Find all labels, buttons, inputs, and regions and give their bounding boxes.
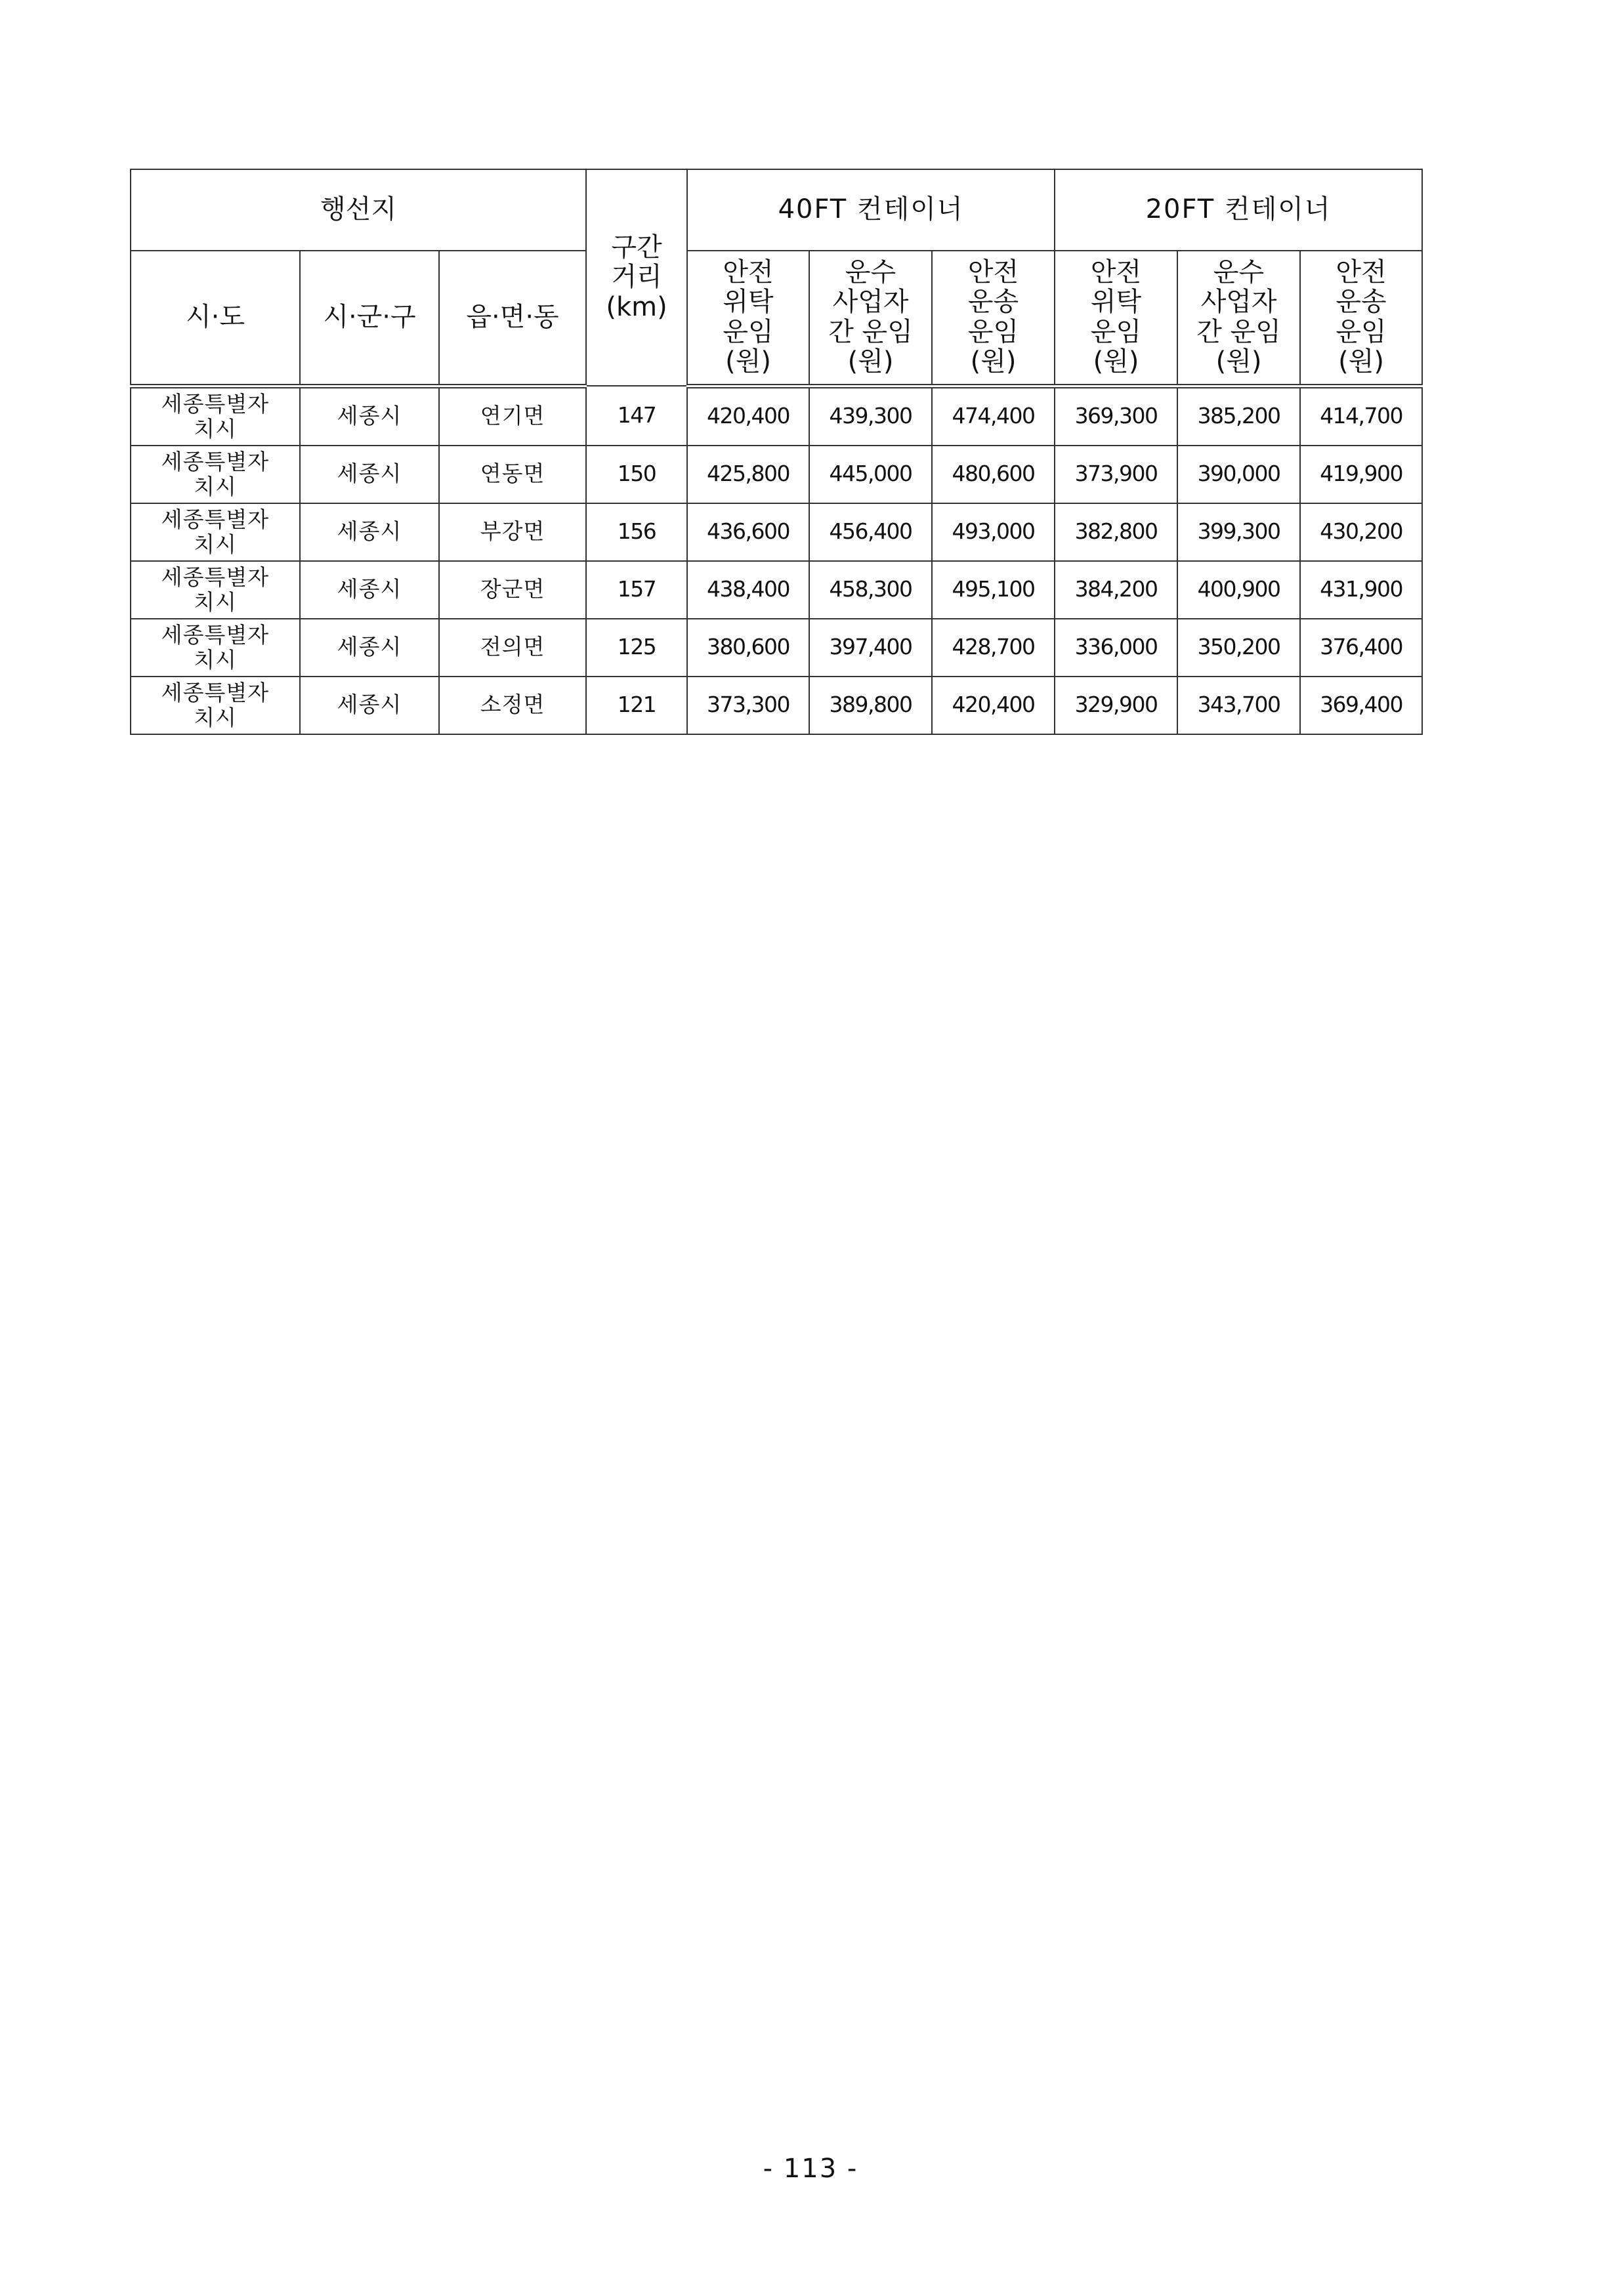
container-40ft-header: 40FT 컨테이너 [687, 169, 1055, 251]
page-number: - 113 - [763, 2154, 858, 2184]
40ft-safe-transport-rate-cell: 420,400 [932, 677, 1055, 734]
distance-cell: 150 [586, 446, 687, 503]
sido-cell: 세종특별자 치시 [131, 386, 300, 446]
20ft-safe-consign-rate-cell: 329,900 [1055, 677, 1177, 734]
40ft-carrier-rate-cell: 397,400 [809, 619, 932, 677]
sigungu-cell: 세종시 [300, 446, 439, 503]
40ft-safe-consign-rate-cell: 380,600 [687, 619, 809, 677]
table-row [131, 561, 1422, 619]
sido-cell: 세종특별자 치시 [131, 619, 300, 677]
20ft-safe-consign-rate-header: 안전 위탁 운임 (원) [1055, 251, 1177, 386]
table-row [131, 446, 1422, 503]
table-row [131, 386, 1422, 446]
eupmyeondong-cell: 연기면 [439, 386, 586, 446]
20ft-safe-transport-rate-cell: 414,700 [1300, 386, 1422, 446]
sido-cell: 세종특별자 치시 [131, 561, 300, 619]
sido-cell: 세종특별자 치시 [131, 677, 300, 734]
eupmyeondong-header: 읍·면·동 [439, 251, 586, 386]
distance-cell: 147 [586, 386, 687, 446]
20ft-safe-transport-rate-cell: 376,400 [1300, 619, 1422, 677]
20ft-safe-transport-rate-cell: 431,900 [1300, 561, 1422, 619]
40ft-safe-transport-rate-cell: 428,700 [932, 619, 1055, 677]
40ft-safe-transport-rate-cell: 474,400 [932, 386, 1055, 446]
sido-cell: 세종특별자 치시 [131, 446, 300, 503]
40ft-carrier-rate-cell: 439,300 [809, 386, 932, 446]
40ft-safe-consign-rate-cell: 436,600 [687, 503, 809, 561]
eupmyeondong-cell: 소정면 [439, 677, 586, 734]
20ft-safe-consign-rate-cell: 336,000 [1055, 619, 1177, 677]
20ft-carrier-rate-cell: 350,200 [1177, 619, 1300, 677]
sigungu-cell: 세종시 [300, 619, 439, 677]
40ft-carrier-rate-cell: 389,800 [809, 677, 932, 734]
20ft-safe-consign-rate-cell: 384,200 [1055, 561, 1177, 619]
sigungu-cell: 세종시 [300, 386, 439, 446]
40ft-safe-transport-rate-cell: 480,600 [932, 446, 1055, 503]
freight-rate-table [130, 169, 1423, 735]
40ft-carrier-rate-header: 운수 사업자 간 운임 (원) [809, 251, 932, 386]
sido-header: 시·도 [131, 251, 300, 386]
table-row [131, 503, 1422, 561]
sigungu-cell: 세종시 [300, 677, 439, 734]
40ft-carrier-rate-cell: 456,400 [809, 503, 932, 561]
header-row-2 [131, 251, 1422, 386]
eupmyeondong-cell: 전의면 [439, 619, 586, 677]
20ft-safe-consign-rate-cell: 369,300 [1055, 386, 1177, 446]
distance-cell: 125 [586, 619, 687, 677]
eupmyeondong-cell: 장군면 [439, 561, 586, 619]
container-20ft-header: 20FT 컨테이너 [1055, 169, 1422, 251]
20ft-safe-transport-rate-header: 안전 운송 운임 (원) [1300, 251, 1422, 386]
table-row [131, 619, 1422, 677]
20ft-safe-transport-rate-cell: 419,900 [1300, 446, 1422, 503]
20ft-safe-transport-rate-cell: 430,200 [1300, 503, 1422, 561]
20ft-carrier-rate-cell: 343,700 [1177, 677, 1300, 734]
table-body [131, 386, 1422, 734]
destination-header: 행선지 [131, 169, 586, 251]
40ft-safe-consign-rate-cell: 373,300 [687, 677, 809, 734]
distance-cell: 121 [586, 677, 687, 734]
distance-cell: 156 [586, 503, 687, 561]
table-row [131, 677, 1422, 734]
sigungu-cell: 세종시 [300, 503, 439, 561]
40ft-carrier-rate-cell: 458,300 [809, 561, 932, 619]
eupmyeondong-cell: 연동면 [439, 446, 586, 503]
40ft-safe-consign-rate-cell: 425,800 [687, 446, 809, 503]
40ft-safe-transport-rate-cell: 495,100 [932, 561, 1055, 619]
20ft-safe-consign-rate-cell: 373,900 [1055, 446, 1177, 503]
20ft-carrier-rate-cell: 400,900 [1177, 561, 1300, 619]
header-row-1 [131, 169, 1422, 251]
sigungu-header: 시·군·구 [300, 251, 439, 386]
40ft-safe-transport-rate-cell: 493,000 [932, 503, 1055, 561]
20ft-carrier-rate-header: 운수 사업자 간 운임 (원) [1177, 251, 1300, 386]
distance-cell: 157 [586, 561, 687, 619]
20ft-safe-transport-rate-cell: 369,400 [1300, 677, 1422, 734]
40ft-carrier-rate-cell: 445,000 [809, 446, 932, 503]
20ft-carrier-rate-cell: 399,300 [1177, 503, 1300, 561]
eupmyeondong-cell: 부강면 [439, 503, 586, 561]
distance-header: 구간 거리 (km) [586, 169, 687, 386]
40ft-safe-consign-rate-cell: 420,400 [687, 386, 809, 446]
20ft-carrier-rate-cell: 385,200 [1177, 386, 1300, 446]
40ft-safe-consign-rate-header: 안전 위탁 운임 (원) [687, 251, 809, 386]
40ft-safe-consign-rate-cell: 438,400 [687, 561, 809, 619]
20ft-carrier-rate-cell: 390,000 [1177, 446, 1300, 503]
sido-cell: 세종특별자 치시 [131, 503, 300, 561]
20ft-safe-consign-rate-cell: 382,800 [1055, 503, 1177, 561]
table-header [131, 169, 1422, 386]
40ft-safe-transport-rate-header: 안전 운송 운임 (원) [932, 251, 1055, 386]
sigungu-cell: 세종시 [300, 561, 439, 619]
